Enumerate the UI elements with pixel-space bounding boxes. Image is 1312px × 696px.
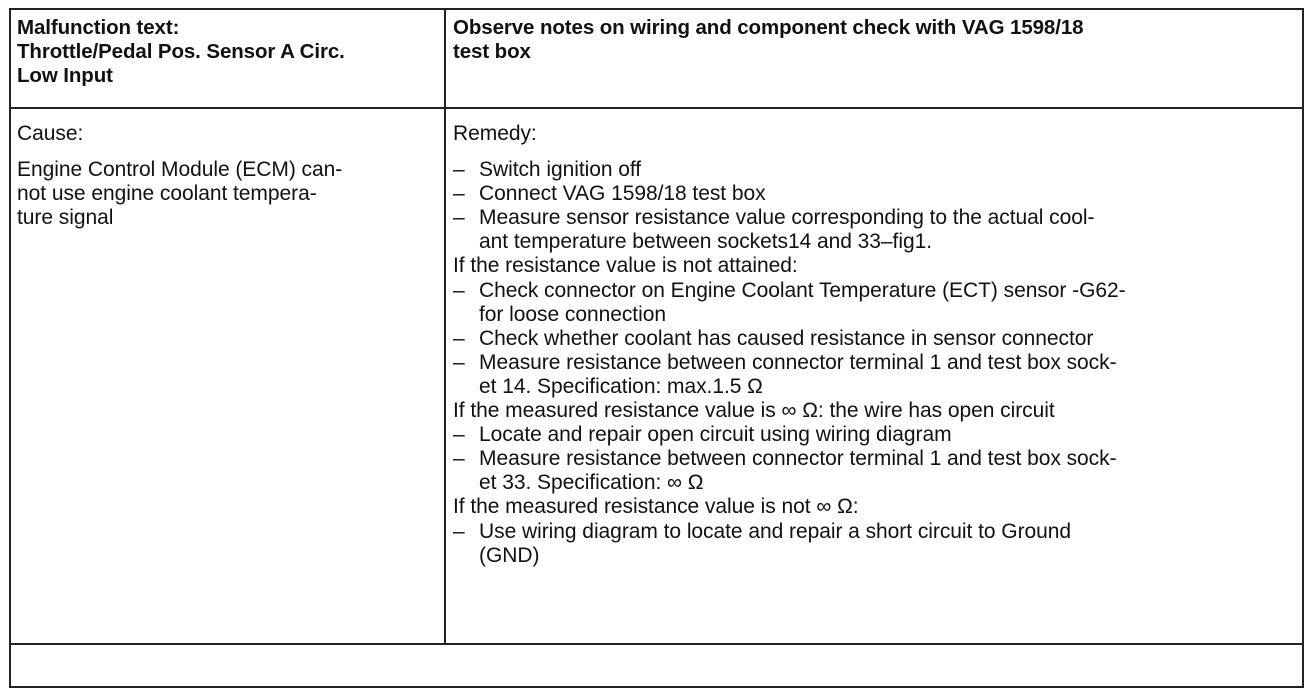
remedy-step-line: Check connector on Engine Coolant Temperature (ECT) sensor -G62- (479, 278, 1126, 302)
remedy-step-line: Measure sensor resistance value corresponding to the actual cool- (479, 206, 1095, 230)
dash-bullet: – (453, 278, 465, 302)
remedy-step (453, 351, 1302, 399)
remedy-note (453, 399, 1302, 423)
cause-line: not use engine coolant tempera- (17, 182, 317, 206)
remedy-note-line: If the measured resistance value is not ∞ Ω: (453, 495, 859, 519)
remedy-step (453, 423, 1302, 447)
cause-description (17, 158, 444, 230)
wiring-notes-line: Observe notes on wiring and component check with VAG 1598/18 (453, 16, 1084, 39)
remedy-step (453, 182, 1302, 206)
remedy-note-line: If the resistance value is not attained: (453, 254, 798, 278)
footer-empty-row (11, 645, 1302, 686)
cause-label: Cause: (17, 122, 84, 145)
remedy-step (453, 520, 1302, 568)
remedy-step (453, 327, 1302, 351)
dash-bullet: – (453, 447, 465, 471)
remedy-step (453, 158, 1302, 182)
cause-line: ture signal (17, 206, 114, 230)
remedy-note-line: If the measured resistance value is ∞ Ω: the wire has open circuit (453, 399, 1055, 423)
malfunction-text-cell (11, 10, 444, 107)
malfunction-text-line: Malfunction text: (17, 16, 180, 39)
remedy-step-line: Connect VAG 1598/18 test box (479, 182, 766, 206)
malfunction-text-line: Low Input (17, 64, 113, 87)
dash-bullet: – (453, 182, 465, 206)
cause-line: Engine Control Module (ECM) can- (17, 158, 343, 182)
remedy-cell (446, 109, 1302, 643)
remedy-step-line: Locate and repair open circuit using wiring diagram (479, 423, 952, 447)
remedy-note (453, 254, 1302, 278)
cause-cell (11, 109, 444, 643)
remedy-step-line: et 14. Specification: max.1.5 Ω (479, 374, 763, 398)
dash-bullet: – (453, 423, 465, 447)
dash-bullet: – (453, 326, 465, 350)
malfunction-text-line: Throttle/Pedal Pos. Sensor A Circ. (17, 40, 345, 63)
remedy-step-line: Use wiring diagram to locate and repair a short circuit to Ground (479, 519, 1072, 543)
remedy-step (453, 447, 1302, 495)
remedy-step-line: (GND) (479, 543, 540, 567)
remedy-step (453, 279, 1302, 327)
remedy-step-line: Switch ignition off (479, 158, 642, 182)
remedy-step (453, 206, 1302, 254)
dash-bullet: – (453, 519, 465, 543)
remedy-note (453, 495, 1302, 519)
remedy-steps (453, 158, 1302, 568)
remedy-step-line: Measure resistance between connector terminal 1 and test box sock- (479, 350, 1117, 374)
remedy-step-line: Check whether coolant has caused resistance in sensor connector (479, 326, 1094, 350)
dash-bullet: – (453, 158, 465, 182)
remedy-step-line: Measure resistance between connector terminal 1 and test box sock- (479, 447, 1117, 471)
remedy-step-line: for loose connection (479, 302, 666, 326)
remedy-step-line: ant temperature between sockets14 and 33–fig1. (479, 230, 933, 254)
wiring-notes-cell (446, 10, 1302, 107)
remedy-label: Remedy: (453, 122, 537, 145)
wiring-notes-line: test box (453, 40, 531, 63)
dash-bullet: – (453, 206, 465, 230)
remedy-step-line: et 33. Specification: ∞ Ω (479, 471, 704, 495)
dash-bullet: – (453, 350, 465, 374)
malfunction-table (9, 8, 1304, 688)
